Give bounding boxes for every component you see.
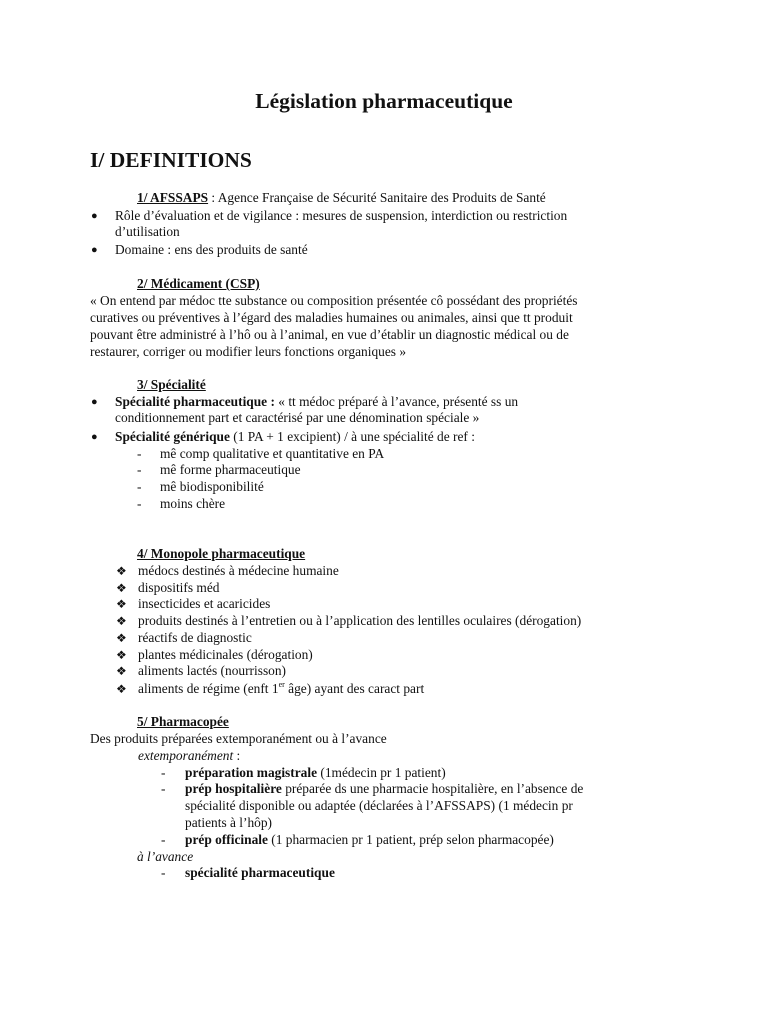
magistrale-text: (1médecin pr 1 patient)	[317, 765, 446, 780]
avance-item: spécialité pharmaceutique	[185, 865, 335, 880]
afssaps-bullet-1-line-2: d’utilisation	[115, 224, 180, 239]
dash-icon: -	[161, 832, 166, 847]
dash-icon: -	[161, 781, 166, 796]
diamond-bullet-icon: ❖	[116, 664, 127, 678]
medicament-quote-line-2: curatives ou préventives à l’égard des maladies humaines ou animales, ainsi que tt produit	[90, 310, 573, 325]
hosp-label: prép hospitalière	[185, 781, 282, 796]
pharmacopee-extemp-suffix: :	[233, 748, 241, 763]
pharmacopee-officinale	[185, 832, 554, 849]
specialite-generique-line	[115, 429, 475, 446]
afssaps-sep: :	[208, 190, 218, 205]
specialite-pharma-line-1	[115, 394, 518, 411]
diamond-bullet-icon: ❖	[116, 631, 127, 645]
monopole-item-8-after: âge) ayant des caract part	[284, 681, 425, 696]
medicament-quote-line-3: pouvant être administré à l’hô ou à l’animal, en vue d’établir un diagnostic médical ou de	[90, 327, 569, 342]
generique-item-2: mê forme pharmaceutique	[160, 462, 301, 477]
diamond-bullet-icon: ❖	[116, 648, 127, 662]
specialite-pharma-text: « tt médoc préparé à l’avance, présenté ss un	[274, 394, 519, 409]
afssaps-line	[137, 190, 546, 207]
dash-icon: -	[161, 865, 166, 880]
pharmacopee-magistrale	[185, 765, 446, 782]
diamond-bullet-icon: ❖	[116, 564, 127, 578]
specialite-pharma-line-2: conditionnement part et caractérisé par une dénomination spéciale »	[115, 410, 480, 425]
pharmacopee-heading: 5/ Pharmacopée	[137, 714, 229, 729]
diamond-bullet-icon: ❖	[116, 614, 127, 628]
magistrale-label: préparation magistrale	[185, 765, 318, 780]
pharmacopee-hosp-line-1	[185, 781, 583, 798]
pharmacopee-extemp-label: extemporanément	[138, 748, 234, 763]
generique-item-4: moins chère	[160, 496, 226, 511]
pharmacopee-extemp-line	[138, 748, 240, 765]
dash-icon: -	[137, 496, 142, 511]
monopole-item-8-sup: er	[278, 680, 285, 689]
officinale-text: (1 pharmacien pr 1 patient, prép selon pharmacopée)	[267, 832, 554, 847]
medicament-heading: 2/ Médicament (CSP)	[137, 276, 260, 291]
monopole-heading: 4/ Monopole pharmaceutique	[137, 546, 306, 561]
pharmacopee-avance-item	[185, 865, 335, 882]
avance-label: à l’avance	[137, 849, 194, 864]
monopole-item-4: produits destinés à l’entretien ou à l’application des lentilles oculaires (dérogation)	[138, 613, 582, 628]
monopole-item-5: réactifs de diagnostic	[138, 630, 252, 645]
section-heading: I/ DEFINITIONS	[90, 148, 252, 172]
pharmacopee-intro: Des produits préparées extemporanément ou à l’avance	[90, 731, 387, 746]
document-title: Législation pharmaceutique	[255, 89, 513, 113]
dash-icon: -	[137, 462, 142, 477]
specialite-generique-label: Spécialité générique	[115, 429, 230, 444]
hosp-text-1: préparée ds une pharmacie hospitalière, en l’absence de	[281, 781, 584, 796]
specialite-generique-text: (1 PA + 1 excipient) / à une spécialité de ref :	[229, 429, 475, 444]
monopole-item-8	[138, 681, 424, 698]
monopole-item-2: dispositifs méd	[138, 580, 220, 595]
monopole-item-3: insecticides et acaricides	[138, 596, 271, 611]
bullet-icon: ●	[91, 396, 98, 408]
afssaps-definition: Agence Française de Sécurité Sanitaire des Produits de Santé	[217, 190, 546, 205]
diamond-bullet-icon: ❖	[116, 581, 127, 595]
specialite-heading: 3/ Spécialité	[137, 377, 206, 392]
bullet-icon: ●	[91, 431, 98, 443]
generique-item-1: mê comp qualitative et quantitative en PA	[160, 446, 385, 461]
diamond-bullet-icon: ❖	[116, 597, 127, 611]
dash-icon: -	[137, 446, 142, 461]
generique-item-3: mê biodisponibilité	[160, 479, 264, 494]
medicament-quote-line-4: restaurer, corriger ou modifier leurs fonctions organiques »	[90, 344, 407, 359]
afssaps-bullet-1-line-1: Rôle d’évaluation et de vigilance : mesures de suspension, interdiction ou restriction	[115, 208, 568, 223]
dash-icon: -	[137, 479, 142, 494]
afssaps-heading: 1/ AFSSAPS	[137, 190, 209, 205]
monopole-item-7: aliments lactés (nourrisson)	[138, 663, 287, 678]
pharmacopee-hosp-line-3: patients à l’hôp)	[185, 815, 273, 830]
bullet-icon: ●	[91, 210, 98, 222]
monopole-item-1: médocs destinés à médecine humaine	[138, 563, 339, 578]
monopole-item-8-before: aliments de régime (enft 1	[138, 681, 279, 696]
officinale-label: prép officinale	[185, 832, 268, 847]
diamond-bullet-icon: ❖	[116, 682, 127, 696]
dash-icon: -	[161, 765, 166, 780]
specialite-pharma-label: Spécialité pharmaceutique :	[115, 394, 275, 409]
medicament-quote-line-1: « On entend par médoc tte substance ou composition présentée cô possédant des propriétés	[90, 293, 578, 308]
monopole-item-6: plantes médicinales (dérogation)	[138, 647, 313, 662]
afssaps-bullet-2: Domaine : ens des produits de santé	[115, 242, 308, 257]
bullet-icon: ●	[91, 244, 98, 256]
pharmacopee-hosp-line-2: spécialité disponible ou adaptée (déclarées à l’AFSSAPS) (1 médecin pr	[185, 798, 573, 813]
pharmacopee-avance-label	[137, 849, 193, 866]
